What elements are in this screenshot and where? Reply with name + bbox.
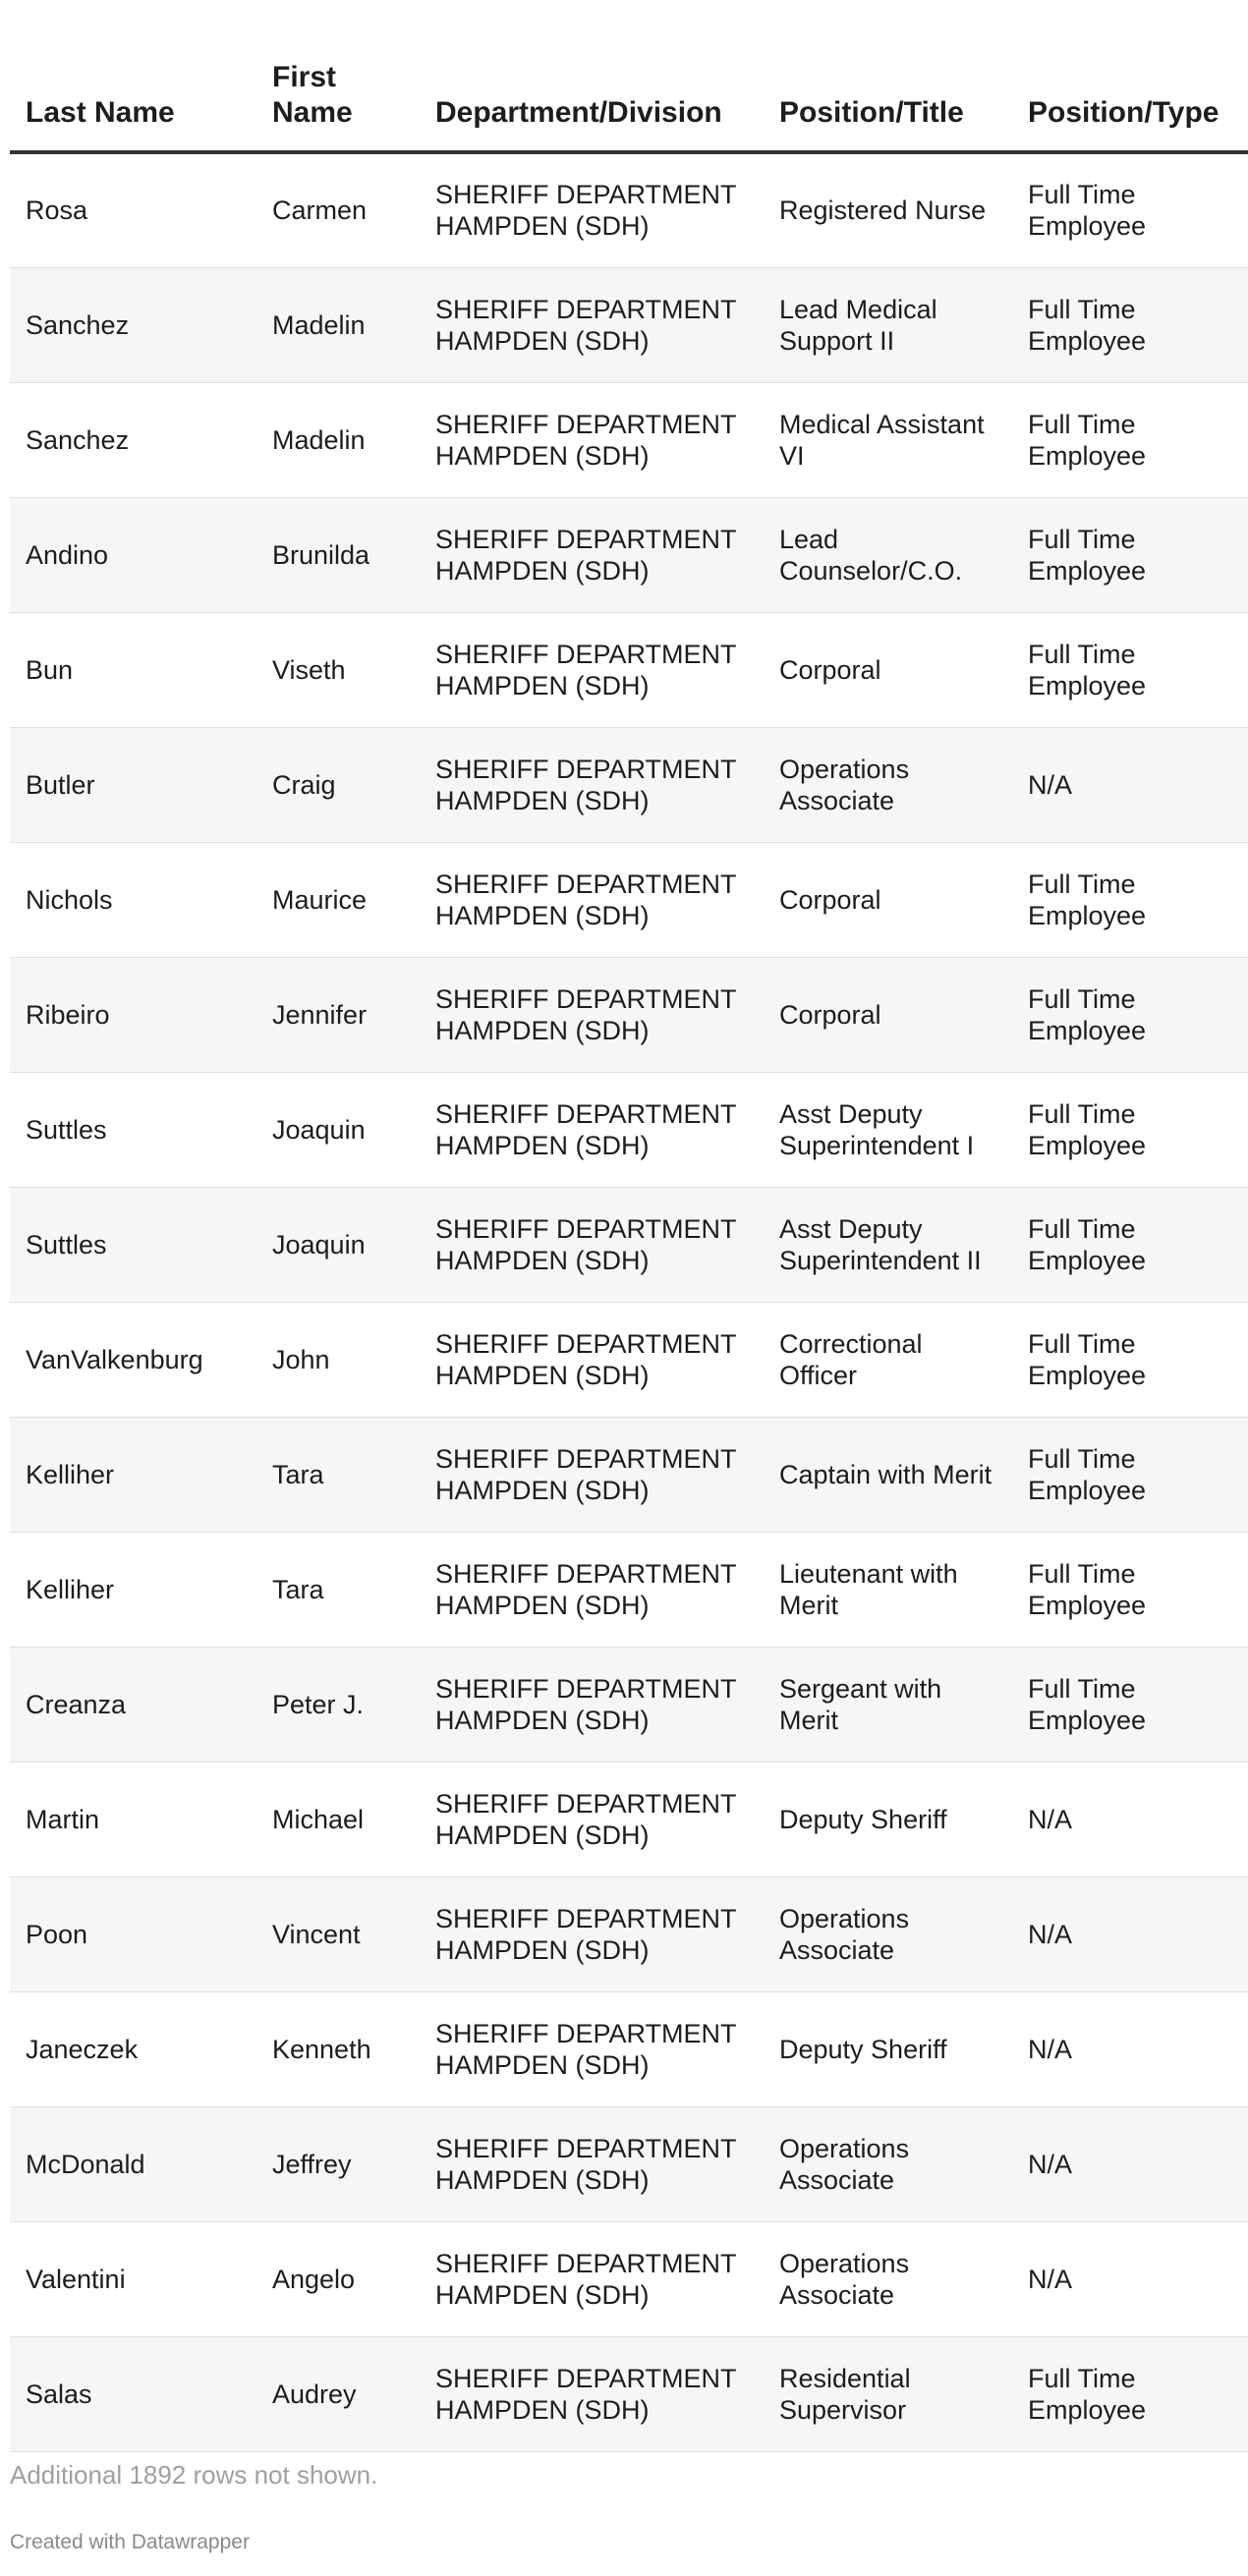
cell-department: SHERIFF DEPARTMENT HAMPDEN (SDH) — [420, 152, 764, 267]
column-header-first-name[interactable]: First Name — [256, 0, 420, 152]
table-header — [10, 0, 1248, 152]
cell-position-type: Full Time Employee — [1012, 497, 1248, 612]
cell-position-type: N/A — [1012, 1991, 1248, 2106]
cell-department: SHERIFF DEPARTMENT HAMPDEN (SDH) — [420, 382, 764, 497]
employee-table — [10, 0, 1248, 2452]
table-body — [10, 152, 1248, 2451]
cell-position-type: Full Time Employee — [1012, 267, 1248, 382]
cell-first-name: Angelo — [256, 2221, 420, 2336]
table-row — [10, 152, 1248, 267]
cell-position-title: Operations Associate — [764, 727, 1012, 842]
cell-first-name: Jennifer — [256, 957, 420, 1072]
cell-position-type: Full Time Employee — [1012, 1302, 1248, 1417]
table-row — [10, 1647, 1248, 1762]
cell-last-name: Suttles — [10, 1187, 256, 1302]
cell-position-type: N/A — [1012, 2106, 1248, 2221]
cell-department: SHERIFF DEPARTMENT HAMPDEN (SDH) — [420, 1187, 764, 1302]
cell-position-title: Correctional Officer — [764, 1302, 1012, 1417]
table-row — [10, 1187, 1248, 1302]
datawrapper-credit[interactable]: Created with Datawrapper — [10, 2531, 250, 2553]
table-row — [10, 497, 1248, 612]
cell-position-type: Full Time Employee — [1012, 1072, 1248, 1187]
table-row — [10, 727, 1248, 842]
cell-position-type: Full Time Employee — [1012, 382, 1248, 497]
rows-not-shown-note: Additional 1892 rows not shown. — [10, 2460, 378, 2490]
cell-department: SHERIFF DEPARTMENT HAMPDEN (SDH) — [420, 1876, 764, 1991]
column-header-position-title[interactable]: Position/Title — [764, 0, 1012, 152]
column-header-department[interactable]: Department/Division — [420, 0, 764, 152]
table-row — [10, 1302, 1248, 1417]
cell-position-title: Deputy Sheriff — [764, 1991, 1012, 2106]
cell-last-name: Rosa — [10, 152, 256, 267]
cell-position-title: Captain with Merit — [764, 1417, 1012, 1532]
cell-position-title: Residential Supervisor — [764, 2336, 1012, 2451]
cell-first-name: John — [256, 1302, 420, 1417]
cell-department: SHERIFF DEPARTMENT HAMPDEN (SDH) — [420, 1302, 764, 1417]
cell-last-name: Andino — [10, 497, 256, 612]
cell-last-name: McDonald — [10, 2106, 256, 2221]
cell-last-name: Kelliher — [10, 1532, 256, 1647]
cell-position-type: Full Time Employee — [1012, 2336, 1248, 2451]
cell-department: SHERIFF DEPARTMENT HAMPDEN (SDH) — [420, 1072, 764, 1187]
cell-first-name: Tara — [256, 1532, 420, 1647]
cell-department: SHERIFF DEPARTMENT HAMPDEN (SDH) — [420, 267, 764, 382]
cell-position-title: Asst Deputy Superintendent I — [764, 1072, 1012, 1187]
table-row — [10, 1417, 1248, 1532]
header-row — [10, 0, 1248, 152]
cell-last-name: Creanza — [10, 1647, 256, 1762]
cell-first-name: Maurice — [256, 842, 420, 957]
cell-position-type: Full Time Employee — [1012, 1187, 1248, 1302]
cell-last-name: Nichols — [10, 842, 256, 957]
cell-position-type: Full Time Employee — [1012, 152, 1248, 267]
cell-last-name: Sanchez — [10, 382, 256, 497]
cell-position-title: Corporal — [764, 957, 1012, 1072]
cell-department: SHERIFF DEPARTMENT HAMPDEN (SDH) — [420, 1762, 764, 1876]
cell-first-name: Madelin — [256, 382, 420, 497]
cell-position-title: Registered Nurse — [764, 152, 1012, 267]
cell-first-name: Joaquin — [256, 1187, 420, 1302]
cell-department: SHERIFF DEPARTMENT HAMPDEN (SDH) — [420, 497, 764, 612]
cell-department: SHERIFF DEPARTMENT HAMPDEN (SDH) — [420, 957, 764, 1072]
cell-position-title: Corporal — [764, 842, 1012, 957]
table-row — [10, 1072, 1248, 1187]
cell-last-name: Janeczek — [10, 1991, 256, 2106]
cell-department: SHERIFF DEPARTMENT HAMPDEN (SDH) — [420, 612, 764, 727]
cell-last-name: Bun — [10, 612, 256, 727]
cell-department: SHERIFF DEPARTMENT HAMPDEN (SDH) — [420, 1417, 764, 1532]
table-row — [10, 2221, 1248, 2336]
cell-department: SHERIFF DEPARTMENT HAMPDEN (SDH) — [420, 1532, 764, 1647]
cell-first-name: Michael — [256, 1762, 420, 1876]
cell-last-name: Suttles — [10, 1072, 256, 1187]
cell-first-name: Vincent — [256, 1876, 420, 1991]
cell-position-title: Medical Assistant VI — [764, 382, 1012, 497]
cell-department: SHERIFF DEPARTMENT HAMPDEN (SDH) — [420, 727, 764, 842]
table-row — [10, 1532, 1248, 1647]
cell-position-title: Lead Counselor/C.O. — [764, 497, 1012, 612]
cell-department: SHERIFF DEPARTMENT HAMPDEN (SDH) — [420, 1647, 764, 1762]
cell-position-type: Full Time Employee — [1012, 1417, 1248, 1532]
cell-department: SHERIFF DEPARTMENT HAMPDEN (SDH) — [420, 2106, 764, 2221]
cell-first-name: Kenneth — [256, 1991, 420, 2106]
cell-last-name: Ribeiro — [10, 957, 256, 1072]
cell-department: SHERIFF DEPARTMENT HAMPDEN (SDH) — [420, 2221, 764, 2336]
cell-position-type: N/A — [1012, 727, 1248, 842]
cell-first-name: Craig — [256, 727, 420, 842]
cell-position-title: Corporal — [764, 612, 1012, 727]
cell-last-name: VanValkenburg — [10, 1302, 256, 1417]
column-header-last-name[interactable]: Last Name — [10, 0, 256, 152]
cell-position-title: Operations Associate — [764, 2221, 1012, 2336]
cell-first-name: Tara — [256, 1417, 420, 1532]
cell-department: SHERIFF DEPARTMENT HAMPDEN (SDH) — [420, 842, 764, 957]
cell-position-type: N/A — [1012, 1762, 1248, 1876]
cell-first-name: Peter J. — [256, 1647, 420, 1762]
table-row — [10, 2106, 1248, 2221]
cell-position-type: Full Time Employee — [1012, 842, 1248, 957]
table-row — [10, 612, 1248, 727]
cell-first-name: Viseth — [256, 612, 420, 727]
cell-last-name: Kelliher — [10, 1417, 256, 1532]
data-table-container — [10, 0, 1220, 2452]
cell-first-name: Joaquin — [256, 1072, 420, 1187]
cell-position-type: Full Time Employee — [1012, 1532, 1248, 1647]
table-row — [10, 382, 1248, 497]
cell-position-type: N/A — [1012, 1876, 1248, 1991]
cell-first-name: Madelin — [256, 267, 420, 382]
cell-position-title: Lead Medical Support II — [764, 267, 1012, 382]
cell-last-name: Valentini — [10, 2221, 256, 2336]
cell-first-name: Carmen — [256, 152, 420, 267]
cell-last-name: Butler — [10, 727, 256, 842]
table-row — [10, 957, 1248, 1072]
cell-position-type: Full Time Employee — [1012, 1647, 1248, 1762]
cell-last-name: Poon — [10, 1876, 256, 1991]
cell-position-title: Deputy Sheriff — [764, 1762, 1012, 1876]
cell-position-title: Lieutenant with Merit — [764, 1532, 1012, 1647]
table-row — [10, 842, 1248, 957]
cell-position-type: Full Time Employee — [1012, 612, 1248, 727]
table-row — [10, 1876, 1248, 1991]
cell-position-title: Operations Associate — [764, 1876, 1012, 1991]
table-row — [10, 267, 1248, 382]
cell-first-name: Brunilda — [256, 497, 420, 612]
cell-department: SHERIFF DEPARTMENT HAMPDEN (SDH) — [420, 2336, 764, 2451]
cell-department: SHERIFF DEPARTMENT HAMPDEN (SDH) — [420, 1991, 764, 2106]
table-row — [10, 1762, 1248, 1876]
cell-last-name: Martin — [10, 1762, 256, 1876]
cell-first-name: Audrey — [256, 2336, 420, 2451]
cell-position-type: Full Time Employee — [1012, 957, 1248, 1072]
cell-last-name: Salas — [10, 2336, 256, 2451]
cell-position-title: Operations Associate — [764, 2106, 1012, 2221]
cell-position-title: Sergeant with Merit — [764, 1647, 1012, 1762]
table-row — [10, 1991, 1248, 2106]
column-header-position-type[interactable]: Position/Type — [1012, 0, 1248, 152]
table-row — [10, 2336, 1248, 2451]
cell-position-type: N/A — [1012, 2221, 1248, 2336]
cell-first-name: Jeffrey — [256, 2106, 420, 2221]
cell-position-title: Asst Deputy Superintendent II — [764, 1187, 1012, 1302]
cell-last-name: Sanchez — [10, 267, 256, 382]
